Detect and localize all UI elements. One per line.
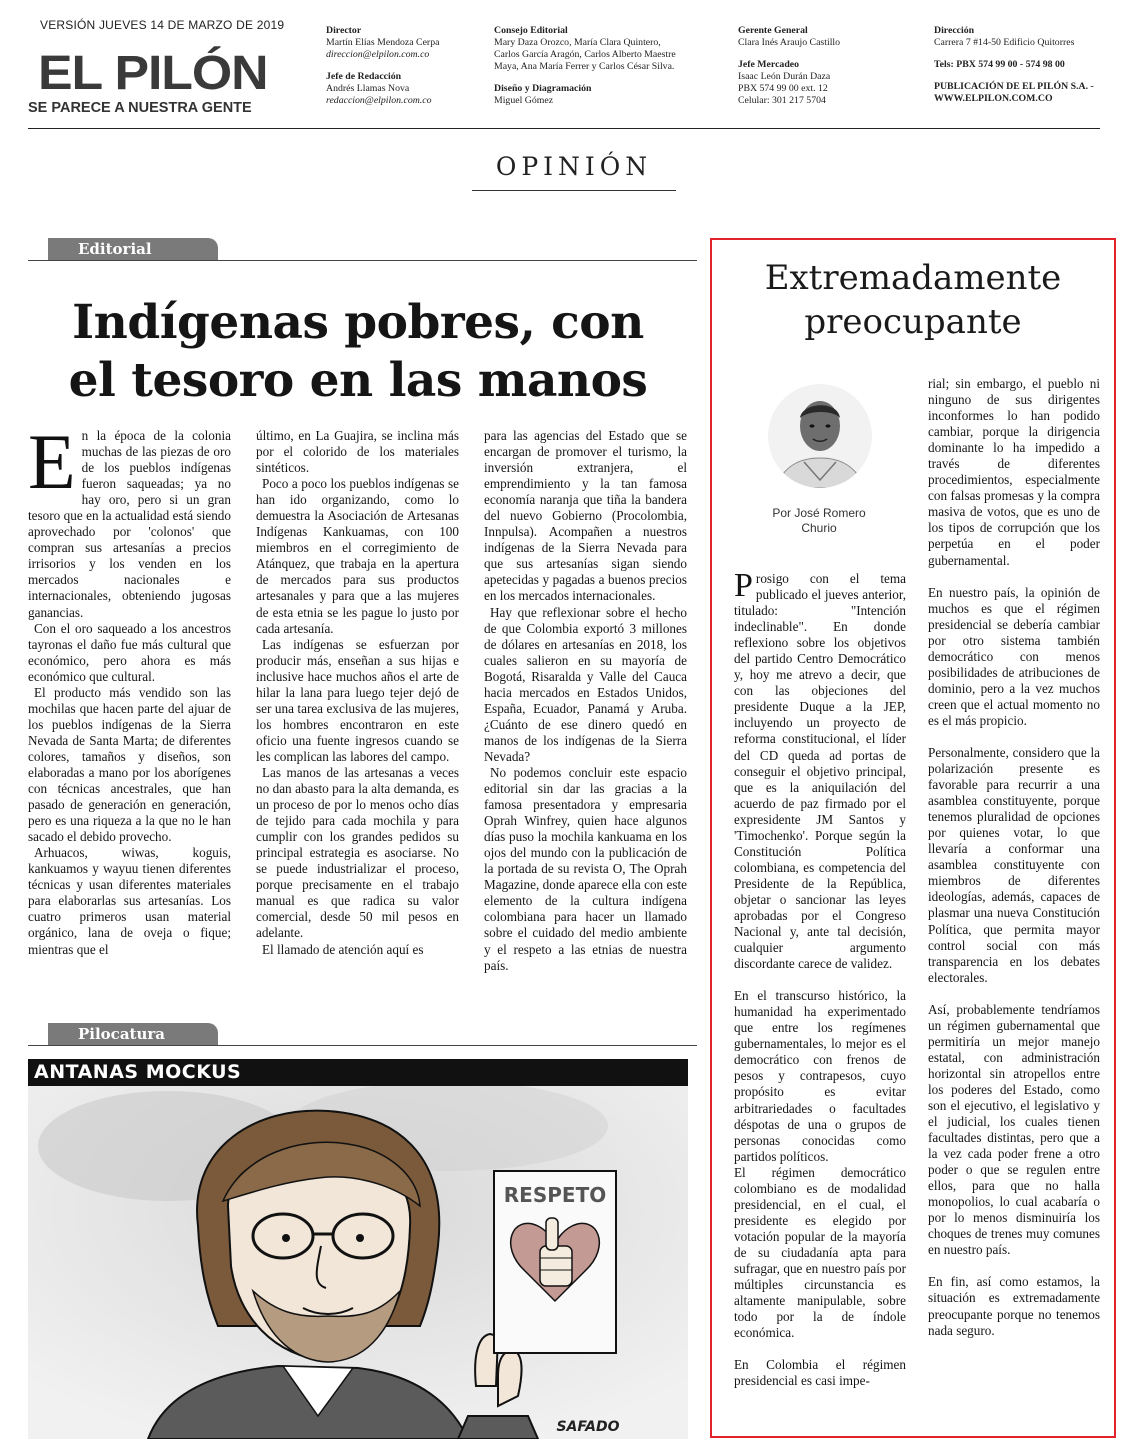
staff-label: Jefe Mercadeo [738, 59, 800, 70]
staff-phone: Tels: PBX 574 99 00 - 574 98 00 [934, 59, 1065, 70]
article-paragraph: Arhuacos, wiwas, koguis, kankuamos y wayuu tienen diferentes técnicas y usan diferentes materiales para elaborarlas sus artesanías. Los cuatro primeros usan material orgánico, lana de oveja o fique; mientras que el [28, 845, 231, 957]
pilocatura-tab-line [28, 1045, 697, 1046]
article-paragraph-text: rosigo con el tema publicado el jueves anterior, titulado: "Intención indeclinable". En donde reflexiono sobre los objetivos del partido Centro Democrático y, hoy me atrevo a decir, que con las objeciones del presidente Duque a la JEP, incluyendo un proyecto de reforma constitucional, el líder del CD queda ad portas de conseguir el objetivo principal, que es la aniquilación del acuerdo de paz firmado por el expresidente JM Santos y 'Timochenko'. Porque según la Constitución Política colombiana, es competencia del Presidente de la República, objetar o sancionar las leyes aprobadas por el Congreso Nacional y, ante tal decisión, cualquier argumento discordante carece de validez. [734, 571, 906, 972]
author-byline-line2: Churio [801, 521, 837, 535]
article-paragraph: Personalmente, considero que la polarización presente es favorable para recurrir a una asamblea constituyente, porque tenemos pluralidad de opciones por quienes votar, lo que llevaría a conformar una asamblea constituyente con miembros de diferentes ideologías, además, capaces de plasmar una nueva Constitución Política, que permita mayor control social con más transparencia en los debates electorales. [928, 744, 1100, 985]
staff-label: Gerente General [738, 25, 808, 36]
editorial-headline-line2: el tesoro en las manos [68, 353, 648, 408]
caricature-drawing [28, 1086, 688, 1439]
article-paragraph: No podemos concluir este espacio editorial sin dar las gracias a la famosa presentadora y empresaria Oprah Winfrey, quien hace algunos días puso la mochila kankuama en los ojos del mundo con la publicación de la portada de su revista O, The Oprah Magazine, donde aparece ella con este elemento de la cultura indígena colombiana para hacer un llamado sobre el cuidado del medio ambiente y el respeto a las etnias de nuestra país. [484, 764, 687, 973]
staff-label: Dirección [934, 25, 975, 36]
editorial-tab-line [28, 260, 697, 261]
article-paragraph: rial; sin embargo, el pueblo ni ninguno de sus dirigentes inconformes lo han podido cambiar, porque la dirigencia dominante lo ha impedido a través de diferentes procedimientos, especialmente con falsas promesas y la compra masiva de votos, que es uno de los tipos de corrupción que los perpetúa en el poder gubernamental. [928, 376, 1100, 568]
cartoon-title: ANTANAS MOCKUS [28, 1059, 688, 1086]
article-paragraph: Con el oro saqueado a los ancestros tayronas el daño fue más cultural que económico, pero ahora es más económico que cultural. [28, 620, 231, 684]
opinion-column-2 [928, 376, 1100, 1355]
staff-label: Diseño y Diagramación [494, 83, 592, 94]
article-paragraph: Las manos de las artesanas a veces no dan abasto para la alta demanda, es un proceso de por lo menos ocho días de tejido para cada mochila y para cumplir con los grandes pedidos su principal estrategia es asociarse. No se puede industrializar el proceso, porque precisamente en el trabajo manual es que radica su valor comercial, desde 50 mil pesos en adelante. [256, 764, 459, 941]
article-paragraph: El régimen democrático colombiano es de modalidad presidencial, en el cual, el presidente es elegido por votación popular de la mayoría de su ciudadanía apta para sufragar, que en nuestro país por múltiples circunstancia es altamente manipulable, sobre todo por la de índole económica. [734, 1164, 906, 1341]
staff-gerencia-block [738, 25, 840, 107]
opinion-dropcap: P [734, 567, 753, 604]
staff-consejo-block [494, 25, 676, 107]
staff-name: Clara Inés Araujo Castillo [738, 37, 841, 48]
opinion-column-1 [734, 567, 906, 1405]
staff-publisher: PUBLICACIÓN DE EL PILÓN S.A. - [934, 81, 1094, 92]
cartoonist-signature: SAFADO [556, 1419, 620, 1435]
staff-name: Martín Elías Mendoza Cerpa [326, 37, 440, 48]
masthead-divider [28, 128, 1100, 129]
article-paragraph: último, en La Guajira, se inclina más por el colorido de los materiales sintéticos. [256, 428, 459, 476]
cartoon [28, 1059, 688, 1439]
staff-label: Jefe de Redacción [326, 71, 402, 82]
article-paragraph: El producto más vendido son las mochilas que hacen parte del ajuar de los pueblos indígenas de la Sierra Nevada de Santa Marta; de diferentes colores, tamaños y diseños, son elaboradas a mano por los aborígenes con técnicas ancestrales, que han pasado de generación en generación, pero es una riqueza a la que no le han sacado el debido provecho. [28, 684, 231, 845]
article-paragraph: para las agencias del Estado que se encargan de promover el turismo, la inversión extranjera, el emprendimiento y la tan famosa economía naranja que tiña la bandera del nuevo Gobierno (Procolombia, Innpulsa). Acompañen a nuestros indígenas de la Sierra Nevada para que sus artesanías sigan siendo apetecidas y pagadas a buenos precios en los mercados internacionales. [484, 428, 687, 604]
author-byline [752, 506, 886, 536]
staff-name: Carlos García Aragón, Carlos Alberto Maestre [494, 49, 676, 60]
staff-name: Maya, Ana María Ferrer y Carlos César Silva. [494, 61, 675, 72]
staff-phone: PBX 574 99 00 ext. 12 [738, 83, 828, 94]
staff-label: Director [326, 25, 362, 36]
staff-phone: Celular: 301 217 5704 [738, 95, 826, 106]
article-paragraph: En el transcurso histórico, la humanidad ha experimentado que entre los regímenes gubernamentales, lo mejor es el democrático con frenos de pesos y contrapesos, cuyo propósito es evitar arbitrariedades o facultades déspotas de una o grupos de personas conocidas como partidos políticos. [734, 988, 906, 1164]
editorial-column-2 [256, 428, 459, 958]
staff-label: Consejo Editorial [494, 25, 568, 36]
staff-email[interactable]: redaccion@elpilon.com.co [326, 95, 432, 106]
staff-email[interactable]: direccion@elpilon.com.co [326, 49, 430, 60]
article-paragraph: Las indígenas se esfuerzan por producir más, enseñan a sus hijas e inclusive hace muchos años el arte de hilar la lana para luego tejer dejó de ser una tarea exclusiva de las mujeres, los hombres encontraron en este oficio una fuente ingresos cuando se les complican las labores del campo. [256, 636, 459, 764]
staff-director-block [326, 25, 439, 107]
opinion-headline [710, 256, 1116, 344]
section-title: OPINIÓN [495, 152, 653, 181]
article-paragraph [734, 567, 906, 972]
article-paragraph: En Colombia el régimen presidencial es casi impe- [734, 1357, 906, 1389]
editorial-column-1 [28, 418, 231, 958]
article-paragraph: Así, probablemente tendríamos un régimen gubernamental que permitiría un mejor manejo estatal, con administración horizontal sin atropellos entre los poderes del Estado, como son el ejecutivo, el legislativo y el judicial, los cuales tienen facultades distintas, pero que a la vez cada poder frene a otro poder o que se regulen entre ellos, para que no halla monopolios, lo cual acabaría o por lo menos disminuiría los choques de trenes muy comunes en nuestro país. [928, 1001, 1100, 1258]
editorial-headline [28, 294, 688, 410]
author-photo [768, 384, 872, 488]
editorial-column-3 [484, 428, 687, 974]
staff-address: Carrera 7 #14-50 Edificio Quitorres [934, 37, 1075, 48]
opinion-headline-line2: preocupante [804, 302, 1022, 342]
staff-name: Isaac León Durán Daza [738, 71, 831, 82]
article-paragraph: Poco a poco los pueblos indígenas se han ido organizando, como lo demuestra la Asociación de Artesanas Indígenas Kankuamas, con 100 miembros en el corregimiento de Atánquez, que trabaja en la apertura de mercados para sus productos artesanales y para que a las mujeres de esta etnia se les pague lo justo por cada artesanía. [256, 476, 459, 636]
edition-date: VERSIÓN JUEVES 14 DE MARZO DE 2019 [40, 18, 285, 32]
pilocatura-tab: Pilocatura [48, 1023, 218, 1045]
article-paragraph: En nuestro país, la opinión de muchos es que el régimen presidencial se debería cambiar por otro sistema también democrático con menos posibilidades de atribuciones de dominio, pero a la vez muchos creen que el actual momento no es el más propicio. [928, 584, 1100, 728]
author-portrait [768, 384, 872, 488]
section-underline [472, 190, 676, 191]
newspaper-logo: EL PILÓN [38, 47, 268, 100]
cartoon-sign-text: RESPETO [503, 1183, 607, 1207]
newspaper-slogan: SE PARECE A NUESTRA GENTE [28, 100, 252, 116]
staff-name: Miguel Gómez [494, 95, 554, 106]
staff-name: Andrés Llamas Nova [326, 83, 410, 94]
article-paragraph: n la época de la colonia muchas de las piezas de oro de los pueblos indígenas fueron saqueadas; ya no hay oro, pero si un gran tesoro que en la actualidad está siendo aprovechado por 'colonos' que compran sus artesanías a precios irrisorios y los venden en los mercados nacionales e internacionales, obteniendo jugosas ganancias. [28, 428, 231, 620]
article-paragraph: El llamado de atención aquí es [262, 941, 424, 957]
staff-name: Mary Daza Orozco, María Clara Quintero, [494, 37, 661, 48]
author-byline-line1: Por José Romero [772, 506, 866, 520]
cartoon-illustration [28, 1086, 688, 1439]
editorial-headline-line1: Indígenas pobres, con [72, 295, 644, 350]
staff-website[interactable]: WWW.ELPILON.COM.CO [934, 93, 1053, 104]
article-paragraph: En fin, así como estamos, la situación es extremadamente preocupante porque no tenemos nada seguro. [928, 1274, 1100, 1338]
staff-direccion-block [934, 25, 1094, 105]
editorial-tab: Editorial [48, 238, 218, 260]
opinion-headline-line1: Extremadamente [764, 258, 1062, 298]
article-paragraph: Hay que reflexionar sobre el hecho de que Colombia exportó 3 millones de dólares en artesanías en 2018, los cuales salieron en su mayoría de Bogotá, Risaralda y Valle del Cauca hacia mercados en Estados Unidos, España, Ecuador, Panamá y Aruba. ¿Cuánto de ese dinero quedó en manos de los indígenas de la Sierra Nevada? [484, 604, 687, 764]
editorial-dropcap: E [28, 418, 76, 505]
